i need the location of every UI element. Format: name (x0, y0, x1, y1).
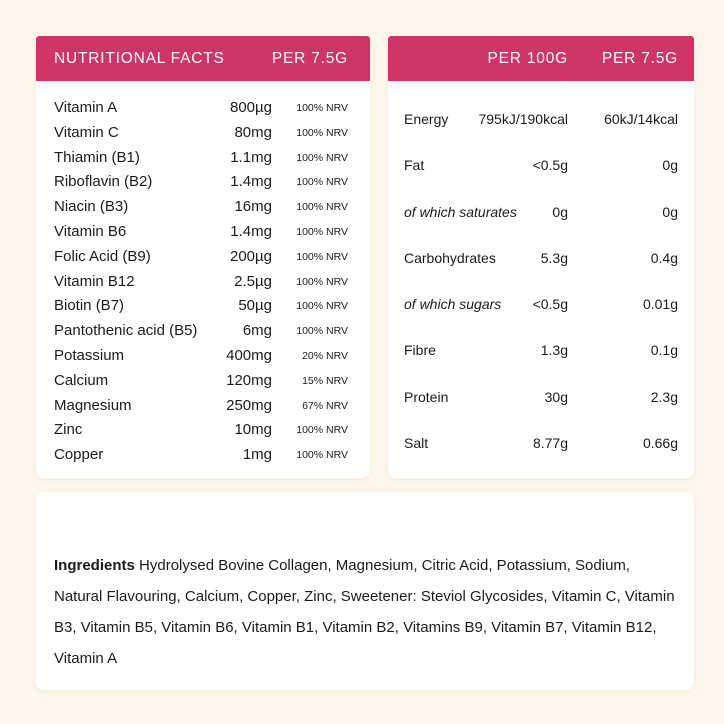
nutrient-label: Carbohydrates (404, 249, 496, 266)
nrv-value: 100% NRV (296, 201, 348, 214)
table-row (36, 294, 370, 319)
per-7-5g-value: 0g (662, 157, 678, 174)
table-row (36, 220, 370, 245)
nutrient-value: 120mg (226, 371, 272, 389)
nutrient-label: Vitamin B6 (54, 222, 127, 240)
table-row (388, 281, 694, 327)
nrv-value: 100% NRV (296, 225, 348, 238)
nutrient-label: Calcium (54, 371, 109, 389)
table-row (36, 121, 370, 146)
nrv-value: 100% NRV (296, 151, 348, 164)
table-row (388, 374, 694, 420)
per-7-5g-value: 0g (662, 203, 678, 220)
table-row (36, 170, 370, 195)
ingredients-label: Ingredients (54, 557, 135, 574)
per-7-5g-column-header: PER 7.5G (601, 50, 678, 67)
nutrient-value: 250mg (226, 396, 272, 414)
table-row (36, 344, 370, 369)
nrv-value: 100% NRV (296, 102, 348, 114)
per-100g-column-header: PER 100G (487, 50, 568, 67)
nutrient-label: Pantothenic acid (B5) (54, 322, 198, 340)
per-100g-value: 8.77g (532, 435, 568, 452)
per-100g-value: 5.3g (540, 249, 568, 266)
table-row (36, 195, 370, 220)
nutrient-label: of which sugars (404, 296, 502, 313)
ingredients-panel (36, 492, 694, 690)
nrv-value: 100% NRV (296, 300, 348, 313)
table-row (36, 443, 370, 468)
ingredients-list: Hydrolysed Bovine Collagen, Magnesium, Citric Acid, Potassium, Sodium, Natural Flavouring, Calcium, Copper, Zinc, Sweetener: Steviol Glycosides, Vitamin C, Vitamin B3, Vitamin B5, Vitamin B6, Vitamin B1, Vitamin B2, Vitamins B9, Vitamin B7, Vitamin B12, Vitamin A (54, 557, 675, 667)
nutritional-facts-header (36, 36, 370, 81)
nrv-value: 100% NRV (296, 449, 348, 462)
per-7-5g-value: 0.4g (650, 249, 678, 266)
nrv-value: 100% NRV (296, 250, 348, 263)
per-100g-value: 30g (544, 388, 568, 405)
per-100g-value: <0.5g (532, 296, 568, 313)
nutrient-value: 800µg (229, 99, 272, 116)
nutrient-label: Potassium (54, 346, 125, 364)
per-100g-value: <0.5g (532, 157, 568, 174)
macronutrients-table (388, 81, 694, 466)
table-row (388, 327, 694, 373)
nutrient-value: 1mg (242, 446, 272, 464)
nrv-value: 100% NRV (296, 126, 348, 139)
table-row (36, 319, 370, 344)
ingredients-text (36, 507, 694, 674)
nutrient-label: Vitamin A (54, 99, 118, 116)
nutrient-label: Riboflavin (B2) (54, 173, 153, 191)
table-row (36, 394, 370, 419)
nutrient-label: Vitamin C (54, 123, 119, 141)
table-row (36, 245, 370, 270)
nutrient-value: 1.4mg (230, 173, 272, 191)
nutrient-label: Copper (54, 446, 104, 464)
table-row (36, 270, 370, 295)
nutrient-label: Magnesium (54, 396, 132, 414)
nutrient-value: 2.5µg (234, 272, 272, 290)
nutrient-value: 1.1mg (230, 148, 272, 166)
nrv-value: 100% NRV (296, 325, 348, 338)
per-7-5g-value: 0.66g (642, 435, 678, 452)
table-row (36, 96, 370, 121)
per-7-5g-column-header: PER 7.5G (271, 50, 348, 67)
per-100g-value: 795kJ/190kcal (478, 111, 568, 127)
nutrient-label: Fibre (404, 342, 436, 359)
table-row (36, 146, 370, 171)
nrv-value: 100% NRV (296, 176, 348, 189)
nutrient-value: 80mg (234, 123, 272, 141)
nutrient-value: 50µg (238, 297, 272, 315)
nutrient-label: Salt (404, 435, 429, 452)
per-100g-value: 1.3g (540, 342, 568, 359)
nutrient-value: 200µg (229, 247, 272, 265)
table-row (388, 189, 694, 235)
nutrient-value: 400mg (226, 346, 272, 364)
table-row (36, 369, 370, 394)
nutrient-label: of which saturates (404, 203, 517, 220)
per-7-5g-value: 60kJ/14kcal (604, 111, 678, 127)
nutrient-label: Biotin (B7) (54, 297, 125, 315)
nutrient-label: Folic Acid (B9) (54, 247, 151, 265)
nrv-value: 67% NRV (302, 399, 348, 412)
per-7-5g-value: 0.1g (650, 342, 678, 359)
nrv-value: 100% NRV (296, 424, 348, 437)
nutrient-label: Energy (404, 111, 449, 127)
nutrient-value: 1.4mg (230, 222, 272, 240)
nrv-value: 100% NRV (296, 275, 348, 288)
nrv-value: 20% NRV (302, 349, 348, 362)
nutrient-label: Zinc (54, 421, 83, 439)
nutrient-label: Fat (404, 157, 425, 174)
nutritional-facts-panel (36, 36, 370, 478)
table-row (388, 142, 694, 188)
nutrient-value: 10mg (234, 421, 272, 439)
nutrient-label: Niacin (B3) (54, 198, 129, 216)
nutrient-label: Thiamin (B1) (54, 148, 140, 166)
table-row (388, 420, 694, 466)
per-7-5g-value: 2.3g (650, 388, 678, 405)
nutrient-value: 16mg (234, 198, 272, 216)
panel-title: NUTRITIONAL FACTS (54, 50, 225, 67)
macronutrients-panel (388, 36, 694, 478)
nutrient-label: Protein (404, 388, 449, 405)
per-7-5g-value: 0.01g (642, 296, 678, 313)
nutrient-value: 6mg (242, 322, 272, 340)
table-row (388, 96, 694, 142)
macronutrients-header (388, 36, 694, 81)
nrv-value: 15% NRV (302, 374, 348, 387)
nutrient-label: Vitamin B12 (54, 272, 135, 290)
vitamins-table (36, 81, 370, 468)
table-row (388, 235, 694, 281)
table-row (36, 418, 370, 443)
per-100g-value: 0g (552, 203, 568, 220)
